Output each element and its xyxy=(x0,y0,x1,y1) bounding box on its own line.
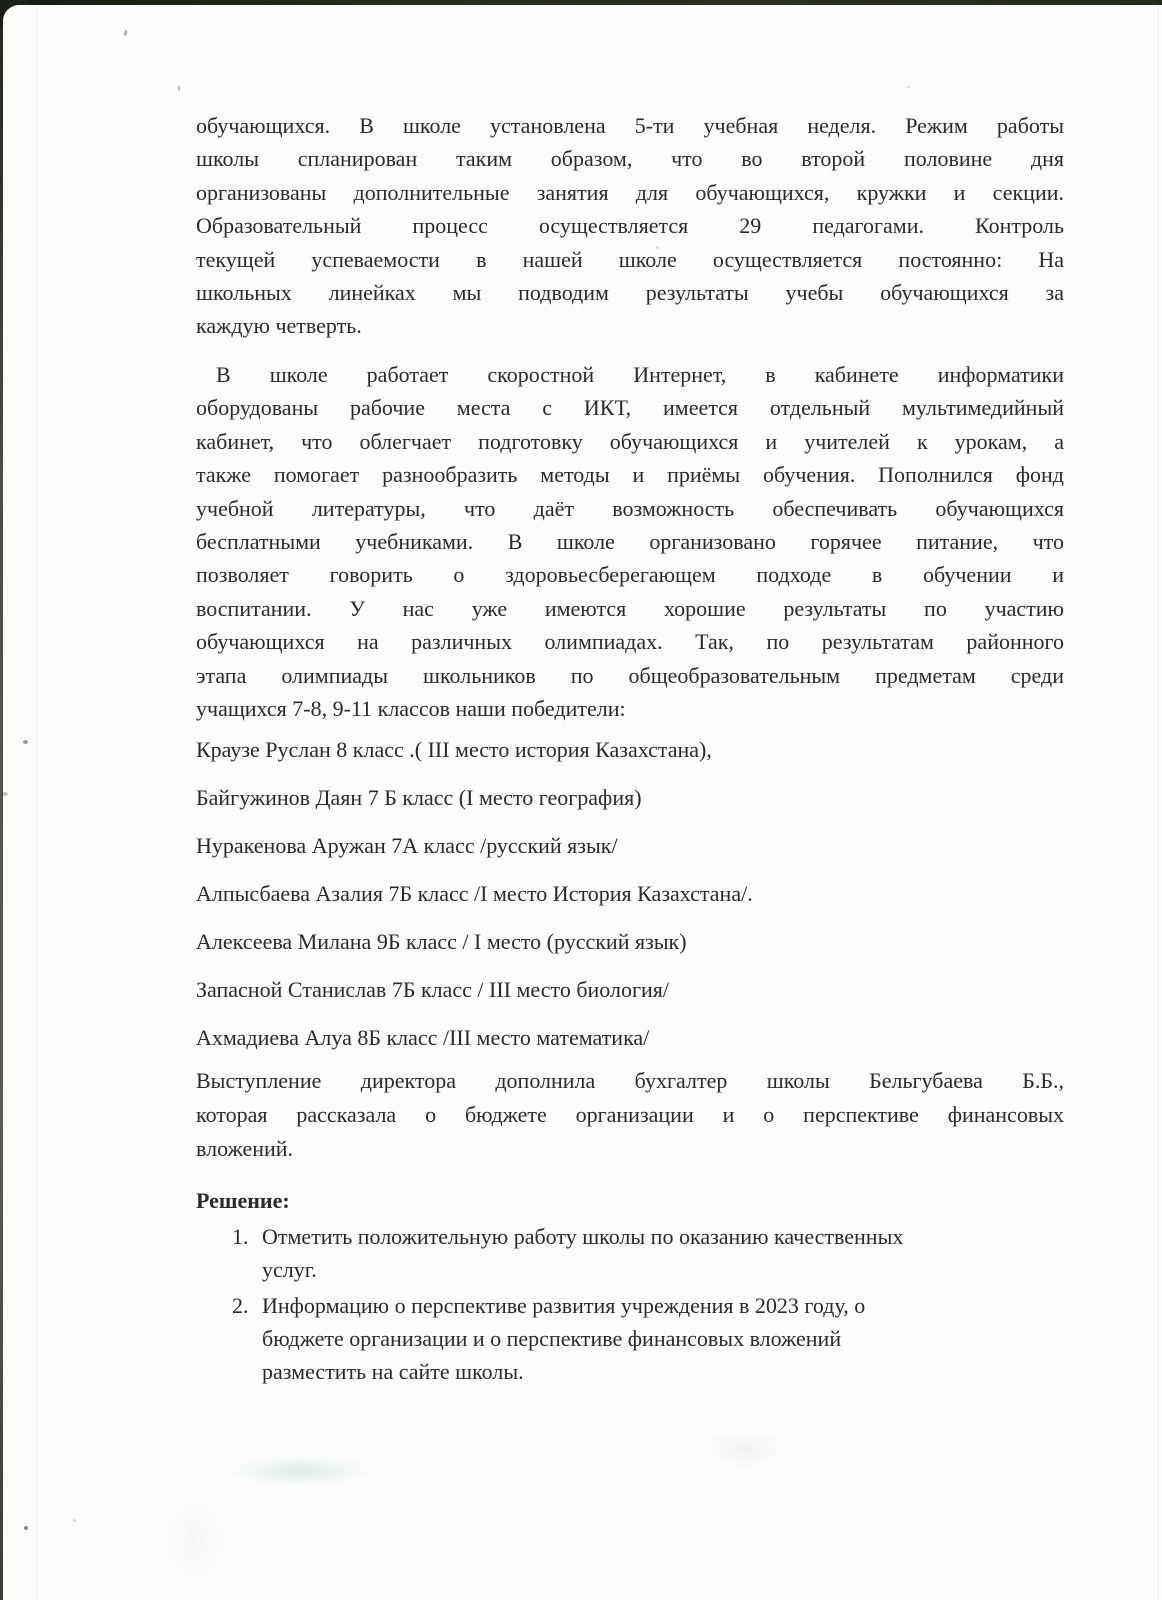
winner-line: Ахмадиева Алуа 8Б класс /III место математика/ xyxy=(196,1025,650,1050)
winner-line: Краузе Руслан 8 класс .( III место история Казахстана), xyxy=(196,737,712,762)
decision-section xyxy=(196,1184,1064,1388)
decision-line: Информацию о перспективе развития учреждения в 2023 году, о xyxy=(262,1293,866,1318)
decision-item-number: 1. xyxy=(232,1224,249,1249)
decision-line: Отметить положительную работу школы по оказанию качественных xyxy=(262,1224,904,1249)
paragraph-line: учащихся 7-8, 9-11 классов наши победители: xyxy=(196,696,626,722)
scan-speck xyxy=(73,1519,76,1522)
paragraph-line: Образовательный процесс осуществляется 29 педагогами. Контроль xyxy=(196,213,1064,239)
paragraph-accountant xyxy=(196,1064,1064,1166)
paragraph-line: также помогает разнообразить методы и приёмы обучения. Пополнился фонд xyxy=(196,462,1064,488)
winner-line: Запасной Станислав 7Б класс / III место биология/ xyxy=(196,977,670,1002)
decision-heading: Решение: xyxy=(196,1188,290,1213)
decision-item xyxy=(196,1289,1064,1388)
decision-line: бюджете организации и о перспективе финансовых вложений xyxy=(262,1326,842,1351)
paragraph-line: каждую четверть. xyxy=(196,313,362,339)
scan-speck xyxy=(907,86,910,88)
winners-list xyxy=(196,733,1064,1069)
scan-rounded-corner xyxy=(0,0,28,28)
winner-line: Алпысбаева Азалия 7Б класс /I место История Казахстана/. xyxy=(196,881,753,906)
scan-smudge xyxy=(150,1480,240,1600)
scan-top-edge xyxy=(0,0,1162,5)
scan-speck xyxy=(24,1526,28,1530)
winner-line: Нуракенова Аружан 7А класс /русский язык/ xyxy=(196,833,618,858)
scan-speck xyxy=(177,86,180,91)
paragraph-line: которая рассказала о бюджете организации и о перспективе финансовых xyxy=(196,1102,1064,1127)
paragraph-internet-olympiads xyxy=(196,358,1064,725)
decision-item xyxy=(196,1220,1064,1286)
decision-line: услуг. xyxy=(262,1257,317,1282)
scan-left-edge xyxy=(0,0,3,1600)
scan-right-edge xyxy=(1158,0,1159,1600)
scan-speck xyxy=(123,30,128,37)
paragraph-line: учебной литературы, что даёт возможность обеспечивать обучающихся xyxy=(196,495,1064,521)
paragraph-line: В школе работает скоростной Интернет, в кабинете информатики xyxy=(216,362,1064,387)
paragraph-line: бесплатными учебниками. В школе организовано горячее питание, что xyxy=(196,529,1064,555)
scan-smudge xyxy=(695,1428,795,1470)
winner-line: Байгужинов Даян 7 Б класс (I место география) xyxy=(196,785,642,810)
winner-line: Алексеева Милана 9Б класс / I место (русский язык) xyxy=(196,929,687,954)
paragraph-line: школы спланирован таким образом, что во второй половине дня xyxy=(196,146,1064,172)
paragraph-line: организованы дополнительные занятия для обучающихся, кружки и секции. xyxy=(196,179,1064,205)
decision-item-text xyxy=(262,1220,1064,1286)
paragraph-line: воспитании. У нас уже имеются хорошие результаты по участию xyxy=(196,595,1064,621)
paragraph-school-regime xyxy=(196,109,1064,343)
paragraph-line: кабинет, что облегчает подготовку обучающихся и учителей к урокам, а xyxy=(196,428,1064,454)
paragraph-line: оборудованы рабочие места с ИКТ, имеется отдельный мультимедийный xyxy=(196,395,1064,421)
scan-crease xyxy=(36,0,38,1600)
paragraph-line: обучающихся. В школе установлена 5-ти учебная неделя. Режим работы xyxy=(196,113,1064,138)
paragraph-line: позволяет говорить о здоровьесберегающем подходе в обучении и xyxy=(196,562,1064,588)
scan-speck xyxy=(1,792,8,796)
decision-line: разместить на сайте школы. xyxy=(262,1359,524,1384)
decision-item-text xyxy=(262,1289,1064,1388)
scan-speck xyxy=(23,740,28,744)
paragraph-line: этапа олимпиады школьников по общеобразовательным предметам среди xyxy=(196,662,1064,688)
paragraph-line: Выступление директора дополнила бухгалтер школы Бельгубаева Б.Б., xyxy=(196,1068,1064,1093)
scan-smudge xyxy=(225,1455,375,1487)
decision-item-number: 2. xyxy=(232,1293,249,1318)
paragraph-line: обучающихся на различных олимпиадах. Так, по результатам районного xyxy=(196,629,1064,655)
paragraph-line: текущей успеваемости в нашей школе осуществляется постоянно: На xyxy=(196,246,1064,272)
paragraph-line: школьных линейках мы подводим результаты учебы обучающихся за xyxy=(196,280,1064,306)
paragraph-line: вложений. xyxy=(196,1136,294,1161)
